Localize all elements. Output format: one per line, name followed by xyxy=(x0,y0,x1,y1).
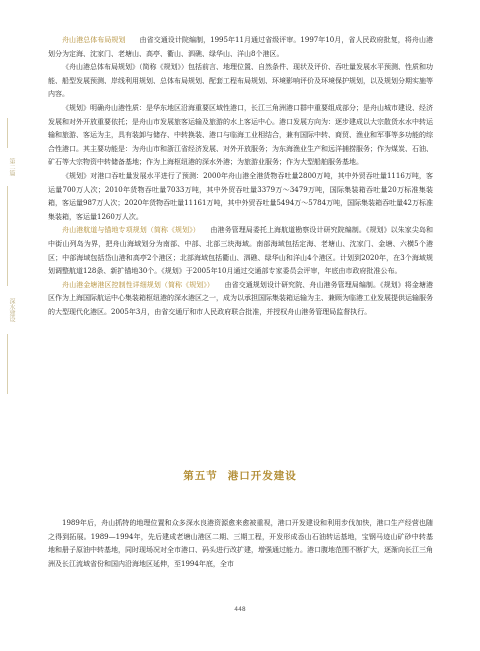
paragraph-text: 《规划》明确舟山港性质：是华东地区沿海重要区域性港口，长江三角洲港口群中重要组成部分；是舟山城市建设、经济发展和对外开放重要依托；是舟山市发展旅客运输及旅游的水上客运中心。港口发展方向为：逐步建成以大宗散货水水中转运输和旅游、客运为主，具有装卸与储存、中转换装、港口与临海工业相结合，兼有国际中转、商贸、渔业和军事等多功能的综合性港口。其主要功能是：为舟山市和浙江省经济发展、对外开放服务；为东海渔业生产和远洋捕捞服务；作为煤炭、石油、矿石等大宗物资中转储备基地；作为上海枢纽港的深水外港；为旅游业服务；作为大型船舶服务基地。 xyxy=(48,103,433,167)
section-number: 第五节 xyxy=(183,470,218,482)
page-number: 448 xyxy=(234,606,246,613)
sidebar-chapter-label: 第二篇 xyxy=(8,158,15,176)
paragraph-text: 1989年后，舟山抓特的地理位置和众多深水良港资源愈来愈被重视，港口开发建设和利用步伐加快，港口生产经营也随之得到拓展。1989—1994年，先后建成老塘山港区二期、三期工程，开发形成岙山石油转运基地，宝钢马迹山矿砂中转基地和册子原油中转基地，同时现场况对全市港口、码头进行改扩建，增强通过能力。港口腹地范围不断扩大，逐渐向长江三角洲及长江流域省份和国内沿海地区延伸，至1994年底，全市 xyxy=(48,519,433,568)
paragraph-throughput-forecast xyxy=(48,170,433,224)
sidebar-title-label: 深水建设 xyxy=(8,298,15,322)
paragraph-port-development xyxy=(48,517,433,571)
paragraph-text: 由港务管理局委托上海航道勘察设计研究院编制。《规划》以朱家尖岛和中街山列岛为界，把舟山海域划分为南部、中部、北部三块海域。南部海域包括定海、老塘山、沈家门、金塘、六横5个港区；中部海域包括岱山港和高亭2个港区；北部海域包括衢山、泗礁、绿华山和洋山4个港区。计划到2020年，在3个海域规划调整航道128条、新扩锚地30个。《规划》于2005年10月通过交通部专家委员会评审，年底由市政府批准公布。 xyxy=(48,226,434,276)
paragraph-text: 由省交通设计院编制，1995年11月通过省级评审。1997年10月，省人民政府批复，将舟山港划分为定海、沈家门、老塘山、高亭、衢山、泗礁、绿华山、洋山8个港区。 xyxy=(48,36,433,58)
sidebar-divider-top xyxy=(7,118,8,148)
paragraph-text: 《规划》对港口吞吐量发展水平进行了预测：2000年舟山港全港货物吞吐量2800万吨，其中外贸吞吐量1116万吨，客运量700万人次；2010年货物吞吐量7033万吨，其中外贸吞吐量3379万～3479万吨，国际集装箱吞吐量20万标准集装箱，客运量987万人次；2020年货物吞吐量11161万吨，其中外贸吞吐量5494万～5784万吨，国际集装箱吞吐量42万标准集装箱，客运量1260万人次。 xyxy=(48,171,433,221)
paragraph-channel-anchorage-plan xyxy=(48,224,433,278)
paragraph-plan-contents xyxy=(48,61,433,102)
paragraph-heading: 舟山港金塘港区控制性详细规划（简称《规划》） xyxy=(62,280,211,289)
paragraph-heading: 舟山港总体布局规划 xyxy=(62,36,126,44)
paragraph-text: 《舟山港总体布局规划》（简称《规划》）包括前言、地理位置、自然条件、现状及评价、吞吐量发展水平预测、性质和功能、船型发展预测、岸线利用规划、总体布局规划、配套工程布局规划、环境影响评价及环境保护规划，以及规划分期实施等内容。 xyxy=(48,63,433,99)
sidebar-divider-bottom xyxy=(7,334,8,394)
section-title: 港口开发建设 xyxy=(227,470,297,482)
paragraph-heading: 舟山港航道与锚地专项规划（简称《规划》） xyxy=(62,226,197,235)
paragraph-general-layout-plan xyxy=(48,34,433,61)
paragraph-port-nature xyxy=(48,102,433,170)
body-text-lower xyxy=(48,517,433,571)
sidebar-divider-middle xyxy=(7,186,8,286)
body-text-upper xyxy=(48,34,433,319)
section-heading xyxy=(0,468,480,483)
paragraph-text: 由省交通规划设计研究院、舟山港务管理局编制。《规划》将金塘港区作为上海国际航运中心集装箱枢纽港的深水港区之一，成为以承担国际集装箱运输为主、兼顾为临港工业发展提供运输服务的大型现代化港区。2005年3月，由省交通厅和市人民政府联合批准，并授权舟山港务管理局监督执行。 xyxy=(48,280,433,316)
paragraph-jintang-plan xyxy=(48,279,433,320)
